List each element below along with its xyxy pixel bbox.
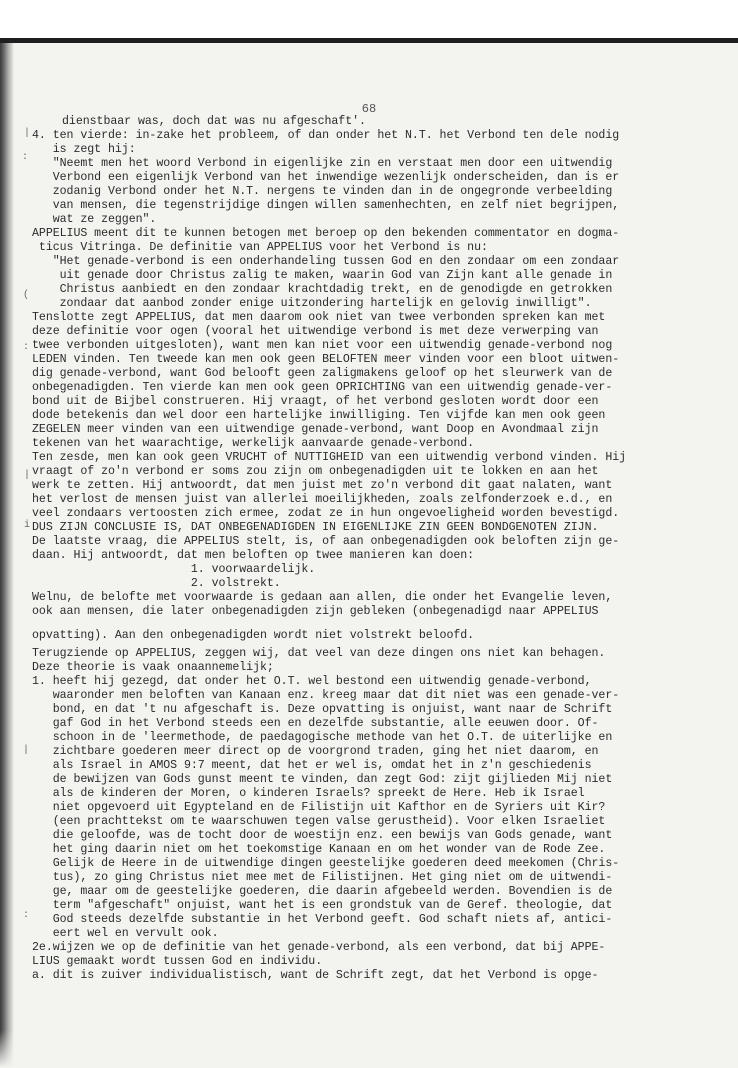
- text-line: het verlost de mensen juist van allerlei moeilijkheden, zoals zelfonderzoek e.d., en: [32, 493, 613, 506]
- text-line: Verbond een eigenlijk Verbond van het inwendige wezenlijk onderscheiden, dan is er: [32, 171, 620, 184]
- text-line: ge, maar om de geestelijke goederen, die daarin afgebeeld werden. Bovendien is de: [32, 885, 613, 898]
- text-line: ook aan mensen, die later onbegenadigden zijn gebleken (onbegenadigd naar APPELIUS: [32, 605, 599, 618]
- text-line: twee verbonden uitgesloten), want men kan niet voor een uitwendig genade-verbond nog: [32, 339, 613, 352]
- text-line: dig genade-verbond, want God belooft geen zaligmakens geloof op het sleurwerk van de: [32, 367, 613, 380]
- text-line: a. dit is zuiver individualistisch, want de Schrift zegt, dat het Verbond is opge-: [32, 969, 599, 982]
- text-line: God steeds dezelfde substantie in het Verbond geeft. God schaft niets af, antici-: [32, 913, 613, 926]
- text-line: tus), zo ging Christus niet mee met de Filistijnen. Het ging niet om de uitwendi-: [32, 871, 613, 884]
- text-line: DUS ZIJN CONCLUSIE IS, DAT ONBEGENADIGDEN IN EIGENLIJKE ZIN GEEN BONDGENOTEN ZIJN.: [32, 521, 599, 534]
- text-line: bond, en dat 't nu afgeschaft is. Deze opvatting is onjuist, want naar de Schrift: [32, 703, 613, 716]
- scan-left-edge: [0, 43, 14, 1068]
- text-line: onbegenadigden. Ten vierde kan men ook geen OPRICHTING van een uitwendig genade-ver-: [32, 381, 613, 394]
- text-line: die geloofde, was de tocht door de woestijn enz. een bewijs van Gods genade, want: [32, 829, 613, 842]
- text-line: waaronder men beloften van Kanaan enz. kreeg maar dat dit niet was een genade-ver-: [32, 689, 620, 702]
- text-line: daan. Hij antwoordt, dat men beloften op twee manieren kan doen:: [32, 549, 475, 562]
- text-line: opvatting). Aan den onbegenadigden wordt niet volstrekt beloofd.: [32, 629, 475, 642]
- text-line: als Israel in AMOS 9:7 meent, dat het er wel is, omdat het in z'n geschiedenis: [32, 759, 592, 772]
- text-line: wat ze zeggen".: [32, 213, 157, 226]
- text-line: Ten zesde, men kan ook geen VRUCHT of NUTTIGHEID van een uitwendig verbond vinden. Hij: [32, 451, 627, 464]
- text-line: ticus Vitringa. De definitie van APPELIUS voor het Verbond is nu:: [32, 241, 488, 254]
- text-line: zodanig Verbond onder het N.T. nergens te vinden dan in de ongegronde verbeelding: [32, 185, 613, 198]
- text-line: is zegt hij:: [32, 143, 136, 156]
- text-line: term "afgeschaft" onjuist, want het is een grondstuk van de Geref. theologie, dat: [32, 899, 613, 912]
- text-line: (een prachttekst om te waarschuwen tegen valse gerustheid). Voor elken Israeliet: [32, 815, 606, 828]
- text-line: tekenen van het waarachtige, werkelijk aanvaarde genade-verbond.: [32, 437, 475, 450]
- margin-mark: (: [23, 290, 30, 301]
- margin-mark: |: [23, 745, 30, 756]
- text-line: als de kinderen der Moren, o kinderen Israels? spreekt de Here. Heb ik Israel: [32, 787, 585, 800]
- text-line: De laatste vraag, die APPELIUS stelt, is, of aan onbegenadigden ook beloften zijn ge-: [32, 535, 620, 548]
- text-line: "Neemt men het woord Verbond in eigenlijke zin en verstaat men door een uitwendig: [32, 157, 613, 170]
- text-line: vraagt of zo'n verbond er soms zou zijn om onbegenadigden uit te lokken en aan het: [32, 465, 599, 478]
- text-line: Terugziende op APPELIUS, zeggen wij, dat veel van deze dingen ons niet kan behagen.: [32, 647, 606, 660]
- text-line: 2e.wijzen we op de definitie van het genade-verbond, als een verbond, dat bij APPE-: [32, 941, 606, 954]
- text-line: Welnu, de belofte met voorwaarde is gedaan aan allen, die onder het Evangelie leven,: [32, 591, 613, 604]
- text-line: niet opgevoerd uit Egypteland en de Filistijn uit Kafthor en de Syriers uit Kir?: [32, 801, 606, 814]
- text-line: dienstbaar was, doch dat was nu afgeschaft'.: [62, 115, 366, 128]
- text-line: de bewijzen van Gods gunst meent te vinden, dan zegt God: zijt gijlieden Mij niet: [32, 773, 613, 786]
- text-line: zichtbare goederen meer direct op de voorgrond traden, ging het niet daarom, en: [32, 745, 599, 758]
- text-line: schoon in de 'leermethode, de paedagogische methode van het O.T. de uiterlijke en: [32, 731, 613, 744]
- text-line: gaf God in het Verbond steeds een en dezelfde substantie, alle eeuwen door. Of-: [32, 717, 599, 730]
- scan-top-margin: [0, 0, 738, 38]
- margin-mark: :: [23, 910, 30, 921]
- text-line: Tenslotte zegt APPELIUS, dat men daarom ook niet van twee verbonden spreken kan met: [32, 311, 606, 324]
- text-line: Gelijk de Heere in de uitwendige dingen geestelijke goederen deed meekomen (Chris-: [32, 857, 620, 870]
- text-line: veel zondaars vertoosten zich ermee, zodat ze in hun ongevoeligheid worden bevestigd.: [32, 507, 620, 520]
- text-line: het ging daarin niet om het toekomstige Kanaan en om het wonder van de Rode Zee.: [32, 843, 606, 856]
- text-line: deze definitie voor ogen (vooral het uitwendige verbond is met deze verwerping van: [32, 325, 599, 338]
- scan-bottom: [0, 1030, 738, 1068]
- text-line: eert wel en vervult ook.: [32, 927, 219, 940]
- text-line: dode betekenis dan wel door een hartelijke inwilliging. Ten vijfde kan men ook geen: [32, 409, 606, 422]
- margin-mark: |: [24, 470, 31, 481]
- text-line: Christus aanbiedt en den zondaar krachtdadig trekt, en de genodigde en getrokken: [32, 283, 613, 296]
- text-line: APPELIUS meent dit te kunnen betogen met beroep op den bekenden commentator en dogma-: [32, 227, 620, 240]
- page-number: 68: [361, 102, 377, 116]
- text-line: werk te zetten. Hij antwoordt, dat men juist met zo'n verbond dit gaat nalaten, want: [32, 479, 613, 492]
- margin-mark: :: [23, 342, 30, 353]
- text-line: 2. volstrekt.: [32, 577, 281, 590]
- text-line: LIUS gemaakt wordt tussen God en individu.: [32, 955, 323, 968]
- text-line: 4. ten vierde: in-zake het probleem, of dan onder het N.T. het Verbond ten dele nodig: [32, 129, 620, 142]
- text-line: LEDEN vinden. Ten tweede kan men ook geen BELOFTEN meer vinden voor een bloot uitwen-: [32, 353, 620, 366]
- margin-mark: :: [22, 152, 29, 163]
- text-line: ZEGELEN meer vinden van een uitwendige genade-verbond, want Doop en Avondmaal zijn: [32, 423, 599, 436]
- text-line: uit genade door Christus zalig te maken, waarin God van Zijn kant alle genade in: [32, 269, 613, 282]
- text-line: 1. heeft hij gezegd, dat onder het O.T. wel bestond een uitwendig genade-verbond,: [32, 675, 592, 688]
- text-line: "Het genade-verbond is een onderhandeling tussen God en den zondaar om een zondaar: [32, 255, 620, 268]
- text-line: 1. voorwaardelijk.: [32, 563, 316, 576]
- margin-mark: i: [24, 520, 31, 531]
- text-line: zondaar dat aanbod zonder enige uitzondering hartelijk en gelovig inwilligt".: [32, 297, 592, 310]
- text-line: Deze theorie is vaak onaannemelijk;: [32, 661, 274, 674]
- margin-mark: |: [24, 128, 31, 139]
- text-line: bond uit de Bijbel construeren. Hij vraagt, of het verbond gesloten wordt door een: [32, 395, 599, 408]
- text-line: van mensen, die tegenstrijdige dingen willen samenhechten, en zelf niet begrijpen,: [32, 199, 620, 212]
